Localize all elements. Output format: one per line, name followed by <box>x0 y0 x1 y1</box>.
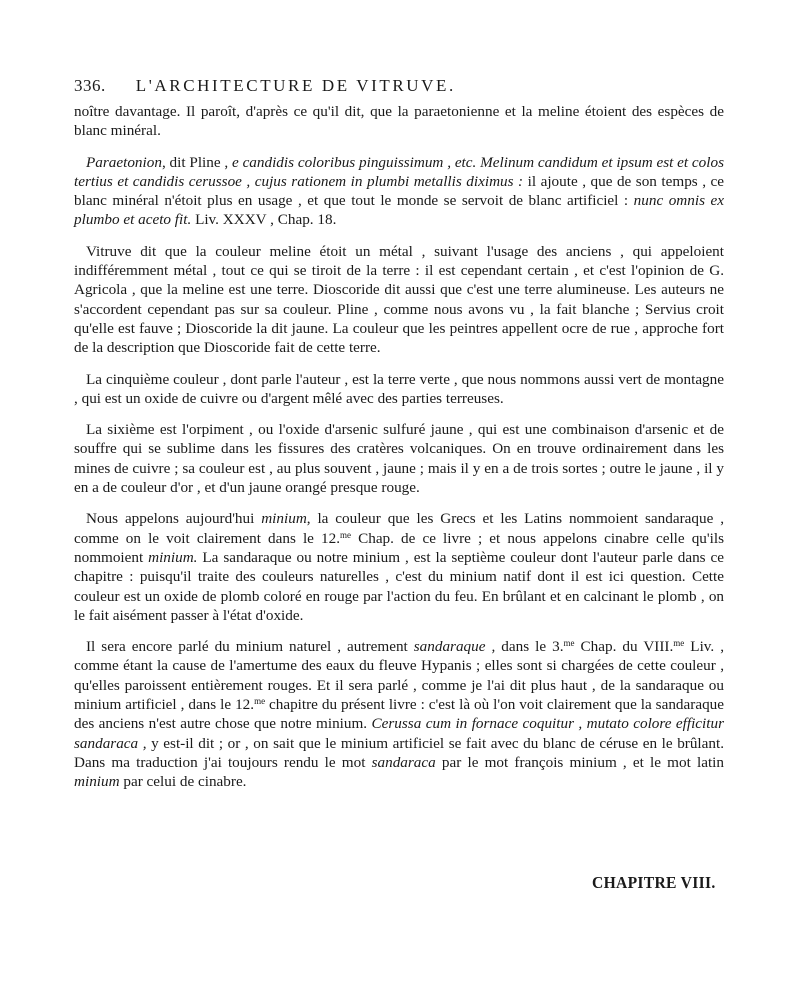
paragraph-sandaraque: Il sera encore parlé du minium naturel , autrement sandaraque , dans le 3.$^{me}$ Chap. du VIII.$^{me}$ Liv. , comme étant la cause de l'amertume des eaux du fleuve Hypanis ; elles sont si chargées de cette couleur , qu'elles paroissent entièrement rouges. Et il sera parlé , comme je l'ai dit plus haut , de la sandaraque ou minium artificiel , dans le 12.$^{me}$ chapitre du présent livre : c'est là où l'on voit clairement que la sandaraque des anciens n'est autre chose que notre minium. Cerussa cum in fornace coquitur , mutato colore efficitur sandaraca , y est-il dit ; or , on sait que le minium artificiel se fait avec du blanc de céruse en le brûlant. Dans ma traduction j'ai toujours rendu le mot sandaraca par le mot françois minium , et le mot latin minium par celui de cinabre. <box>74 638 725 791</box>
paragraph-minium: Nous appelons aujourd'hui minium, la couleur que les Grecs et les Latins nommoient sandaraque , comme on le voit clairement dans le 12.$^{me}$ Chap. de ce livre ; et nous appelons cinabre celle qu'ils nommoient minium. La sandaraque ou notre minium , est la septième couleur dont l'auteur parle dans ce chapitre : puisqu'il traite des couleurs naturelles , c'est du minium natif dont il est ici question. Cette couleur est un oxide de plomb coloré en rouge par l'action du feu. En brûlant et en calcinant le plomb , on le fait aisément passer à l'état d'oxide. <box>74 510 724 624</box>
page-number: 336. <box>74 76 106 95</box>
page-header <box>74 76 724 100</box>
paragraph-meline: Vitruve dit que la couleur meline étoit un métal , suivant l'usage des anciens , qui appeloient indifféremment métal , tout ce qui se tiroit de la terre : il est cependant certain , et c'est l'opinion de G. Agricola , que la meline est une terre. Dioscoride dit aussi que c'est une terre alumineuse. Les auteurs ne s'accordent cependant pas sur sa couleur. Pline , comme nous avons vu , la fait blanche ; Servius croit qu'elle est fauve ; Dioscoride la dit jaune. La couleur que les peintres appellent ocre de rue , approche fort de la description que Dioscoride fait de cette terre. <box>74 242 724 357</box>
book-page <box>74 76 724 792</box>
running-title: L'ARCHITECTURE DE VITRUVE. <box>135 76 456 95</box>
paragraph-orpiment: La sixième est l'orpiment , ou l'oxide d'arsenic sulfuré jaune , qui est une combinaison d'arsenic et de souffre qui se sublime dans les fissures des cratères volcaniques. On en trouve ordinairement dans les mines de cuivre ; sa couleur est , au plus souvent , jaune ; mais il y en a de trois sortes ; outre le jaune , il y en a de couleur d'or , et d'un jaune orangé presque rouge. <box>74 421 724 497</box>
paragraph-continuation: noître davantage. Il paroît, d'après ce qu'il dit, que la paraetonienne et la meline étoient des espèces de blanc minéral. <box>74 103 724 140</box>
next-chapter-heading: CHAPITRE VIII. <box>592 873 716 892</box>
paragraph-pliny-quote: Paraetonion, dit Pline , e candidis coloribus pinguissimum , etc. Melinum candidum et ipsum est et colos tertius et candidis cerussoe , cujus rationem in plumbi metallis diximus : il ajoute , que de son temps , ce blanc minéral n'étoit plus en usage , et que tout le monde se servoit de blanc artificiel : nunc omnis ex plumbo et aceto fit. Liv. XXXV , Chap. 18. <box>74 153 724 229</box>
paragraph-fifth-colour: La cinquième couleur , dont parle l'auteur , est la terre verte , que nous nommons aussi vert de montagne , qui est un oxide de cuivre ou d'argent mêlé avec des parties terreuses. <box>74 370 724 407</box>
